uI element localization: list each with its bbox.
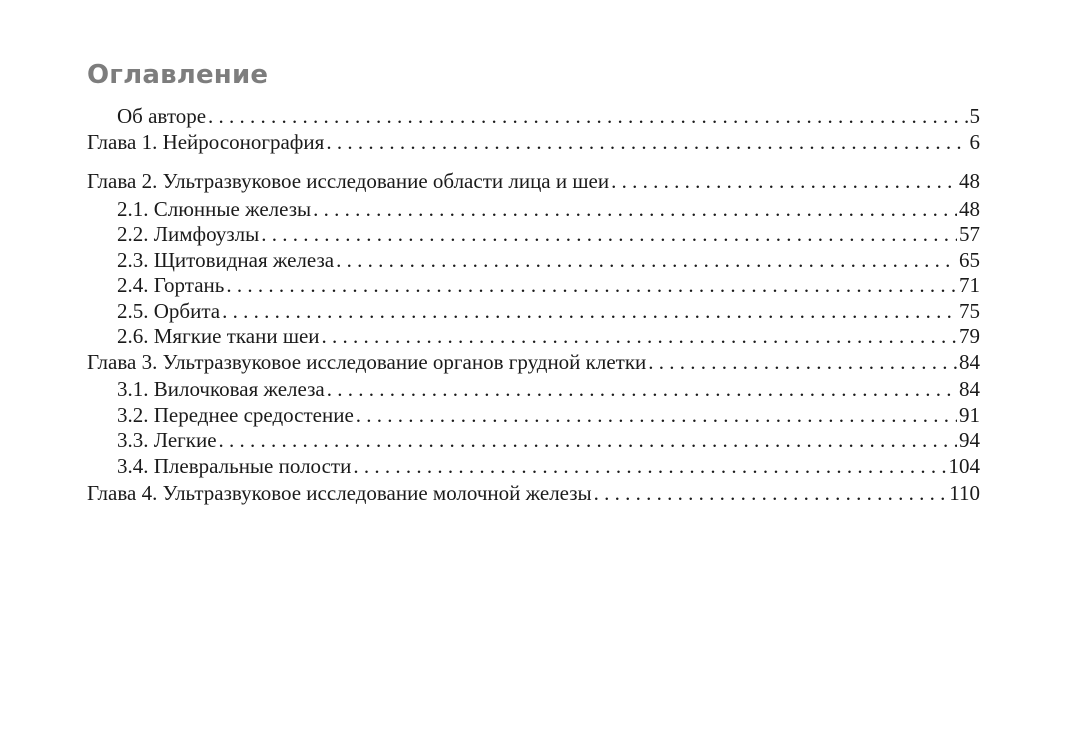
dot-leader [353,454,946,480]
toc-page-number: 6 [969,129,980,154]
toc-entry-chapter-1[interactable] [87,130,980,156]
toc-entry-label: 3.1. Вилочковая железа [117,377,325,401]
toc-entry-section-3-4[interactable] [87,454,980,480]
toc-entry-label: 2.3. Щитовидная железа [117,247,335,272]
dot-leader [326,130,967,156]
dot-leader [648,350,957,376]
toc-entry-label: Глава 1. Нейросонография [87,129,325,154]
dot-leader [327,377,957,403]
table-of-contents [87,58,980,507]
toc-entry-label: Об авторе [117,104,207,128]
dot-leader [261,222,957,248]
toc-entry-section-2-5[interactable] [87,299,980,325]
dot-leader [226,273,957,299]
toc-entry-label: 3.2. Переднее средостение [117,402,354,427]
dot-leader [594,481,948,507]
toc-entry-label: 2.1. Слюнные железы [117,196,312,221]
toc-entry-label: 3.3. Легкие [117,428,217,452]
toc-entry-label: 3.4. Плевральные полости [117,453,352,478]
dot-leader [611,169,957,195]
toc-entry-section-3-1[interactable] [87,377,980,403]
toc-entry-label: Глава 2. Ультразвуковое исследование области лица и шеи [87,169,610,193]
dot-leader [222,299,957,325]
dot-leader [356,403,957,429]
page-title: Оглавление [87,60,269,90]
toc-entry-label: Глава 3. Ультразвуковое исследование органов грудной клетки [87,349,647,374]
toc-entry-chapter-4[interactable] [87,481,980,507]
toc-entry-about-author[interactable] [87,104,980,130]
toc-entry-label: 2.6. Мягкие ткани шеи [117,324,320,348]
toc-entry-label: 2.2. Лимфоузлы [117,222,260,246]
dot-leader [336,248,957,274]
toc-page-number: 75 [959,298,980,323]
toc-page-number: 104 [948,453,980,478]
dot-leader [322,324,957,350]
toc-page-number: 94 [959,428,980,452]
dot-leader [208,104,967,130]
toc-entry-section-2-2[interactable] [87,222,980,248]
toc-entry-section-2-4[interactable] [87,273,980,299]
toc-list [87,104,980,507]
toc-page-number: 57 [959,222,980,246]
toc-entry-label: 2.5. Орбита [117,298,221,323]
toc-page-number: 79 [959,324,980,348]
toc-page-number: 48 [959,169,980,193]
toc-page-number: 65 [959,247,980,272]
toc-page-number: 5 [969,104,980,128]
toc-entry-chapter-2[interactable] [87,169,980,195]
toc-entry-section-2-3[interactable] [87,248,980,274]
toc-page-number: 48 [959,196,980,221]
toc-page-number: 84 [959,349,980,374]
dot-leader [313,197,957,223]
toc-entry-label: 2.4. Гортань [117,273,225,297]
toc-entry-chapter-3[interactable] [87,350,980,376]
toc-page-number: 84 [959,377,980,401]
toc-entry-label: Глава 4. Ультразвуковое исследование молочной железы [87,481,592,505]
toc-page-number: 110 [949,481,980,505]
toc-entry-section-3-3[interactable] [87,428,980,454]
toc-page-number: 91 [959,402,980,427]
toc-page-number: 71 [959,273,980,297]
toc-entry-section-2-6[interactable] [87,324,980,350]
toc-entry-section-3-2[interactable] [87,403,980,429]
dot-leader [219,428,957,454]
toc-entry-section-2-1[interactable] [87,197,980,223]
